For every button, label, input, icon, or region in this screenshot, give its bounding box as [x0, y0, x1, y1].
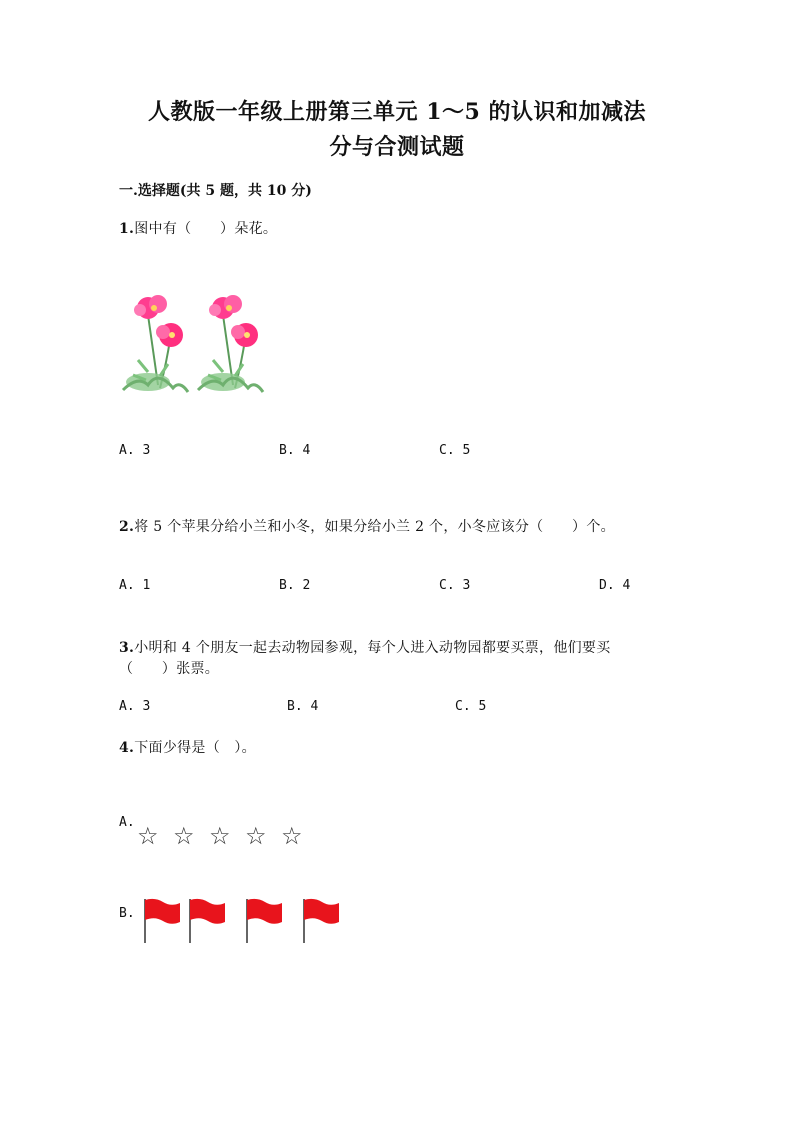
- red-flag-icon: [245, 897, 285, 945]
- question-number: 2.: [119, 519, 135, 535]
- question-number: 3.: [119, 640, 135, 656]
- question-3-line-2: （ ）张票。: [119, 661, 220, 677]
- page-title-line-1: 人教版一年级上册第三单元 1～5 的认识和加减法: [148, 99, 646, 125]
- q1-option-a: A. 3: [119, 443, 151, 458]
- question-2: [119, 516, 615, 536]
- star-outline-icon: ☆: [245, 822, 267, 850]
- question-text: 下面少得是（ ）。: [134, 740, 256, 756]
- red-flag-icon: [143, 897, 183, 945]
- q4-option-a-label: A.: [119, 815, 135, 830]
- q3-option-a: A. 3: [119, 699, 151, 714]
- question-text-line-1: 小明和 4 个朋友一起去动物园参观，每个人进入动物园都要买票，他们要买: [134, 640, 611, 656]
- q3-option-c: C. 5: [455, 699, 487, 714]
- q2-option-a: A. 1: [119, 578, 151, 593]
- q4-option-b-label: B.: [119, 906, 135, 921]
- q1-option-b: B. 4: [279, 443, 311, 458]
- question-text: 将 5 个苹果分给小兰和小冬，如果分给小兰 2 个，小冬应该分（ ）个。: [134, 519, 615, 535]
- question-number: 1.: [119, 221, 135, 237]
- star-outline-icon: ☆: [281, 822, 303, 850]
- question-number: 4.: [119, 740, 135, 756]
- red-flag-icon: [188, 897, 228, 945]
- red-flag-icon: [302, 897, 342, 945]
- q2-option-b: B. 2: [279, 578, 311, 593]
- q2-option-d: D. 4: [599, 578, 631, 593]
- question-1: [119, 218, 277, 238]
- flower-cluster-right: [198, 295, 263, 392]
- q2-option-c: C. 3: [439, 578, 471, 593]
- question-3: [119, 637, 611, 657]
- flower-image: [118, 290, 268, 405]
- poppy-flowers-illustration: [118, 290, 268, 405]
- star-outline-icon: ☆: [209, 822, 231, 850]
- q3-option-b: B. 4: [287, 699, 319, 714]
- question-text: 图中有（ ）朵花。: [134, 221, 278, 237]
- star-outline-icon: ☆: [173, 822, 195, 850]
- star-outline-icon: ☆: [137, 822, 159, 850]
- flower-cluster-left: [123, 295, 188, 392]
- section-heading: 一.选择题(共 5 题，共 10 分): [119, 183, 312, 199]
- question-4: [119, 737, 256, 757]
- page-title-line-2: 分与合测试题: [329, 134, 465, 160]
- q1-option-c: C. 5: [439, 443, 471, 458]
